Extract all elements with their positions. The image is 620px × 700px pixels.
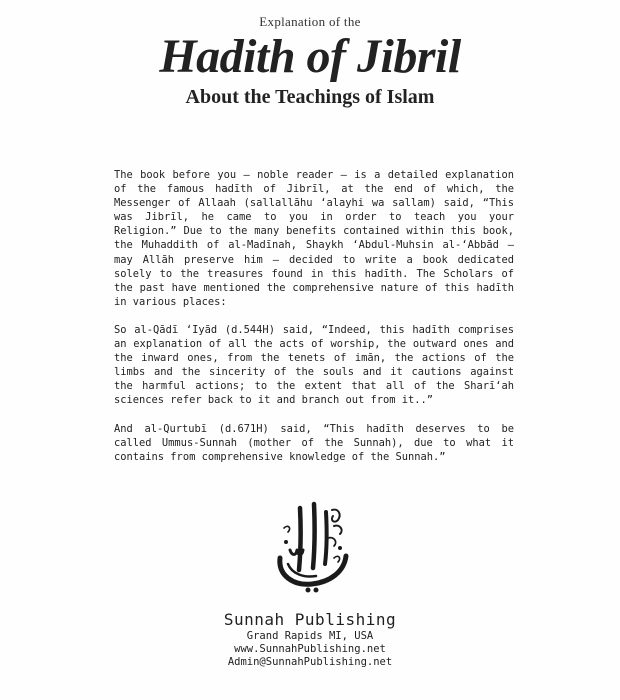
paragraph-qurtubi-quote: And al-Qurtubī (d.671H) said, “This hadīth deserves to be called Ummus-Sunnah (mother of the Sunnah), due to what it contains from comprehensive knowledge of the Sunnah.” (114, 422, 514, 463)
publisher-location: Grand Rapids MI, USA (246, 630, 374, 642)
book-title: Hadith of Jibril (159, 30, 461, 83)
publisher-website: www.SunnahPublishing.net (234, 643, 386, 655)
publisher-email: Admin@SunnahPublishing.net (227, 656, 393, 668)
book-subtitle: About the Teachings of Islam (185, 86, 435, 108)
description-text (114, 168, 514, 478)
title-block (0, 14, 620, 110)
publisher-name: Sunnah Publishing (223, 610, 397, 629)
paragraph-intro: The book before you – noble reader – is a detailed explanation of the famous hadīth of Jibrīl, at the end of which, the Messenger of Allaah (sallallāhu ʻalayhi wa sallam) said, “This was Jibrīl, he came to you in order to teach you your Religion.” Due to the many benefits contained within this book, the Muhaddith of al-Madīnah, Shaykh ʻAbdul-Muhsin al-ʻAbbād – may Allāh preserve him – decided to write a book dedicated solely to the treasures found in this hadīth. The Scholars of the past have mentioned the comprehensive nature of this hadīth in various places: (114, 169, 514, 308)
publisher-info (0, 610, 620, 669)
arabic-calligraphy-logo-icon (270, 498, 354, 594)
paragraph-qadi-iyad-quote: So al-Qādī ʻIyād (d.544H) said, “Indeed, this hadīth comprises an explanation of all the acts of worship, the outward ones and the inward ones, from the tenets of imān, the actions of the limbs and the sincerity of the souls and it cautions against the harmful actions; to the extent that all of the Sharīʻah sciences refer back to it and branch out from it..” (114, 323, 514, 407)
pre-title: Explanation of the (259, 14, 361, 29)
